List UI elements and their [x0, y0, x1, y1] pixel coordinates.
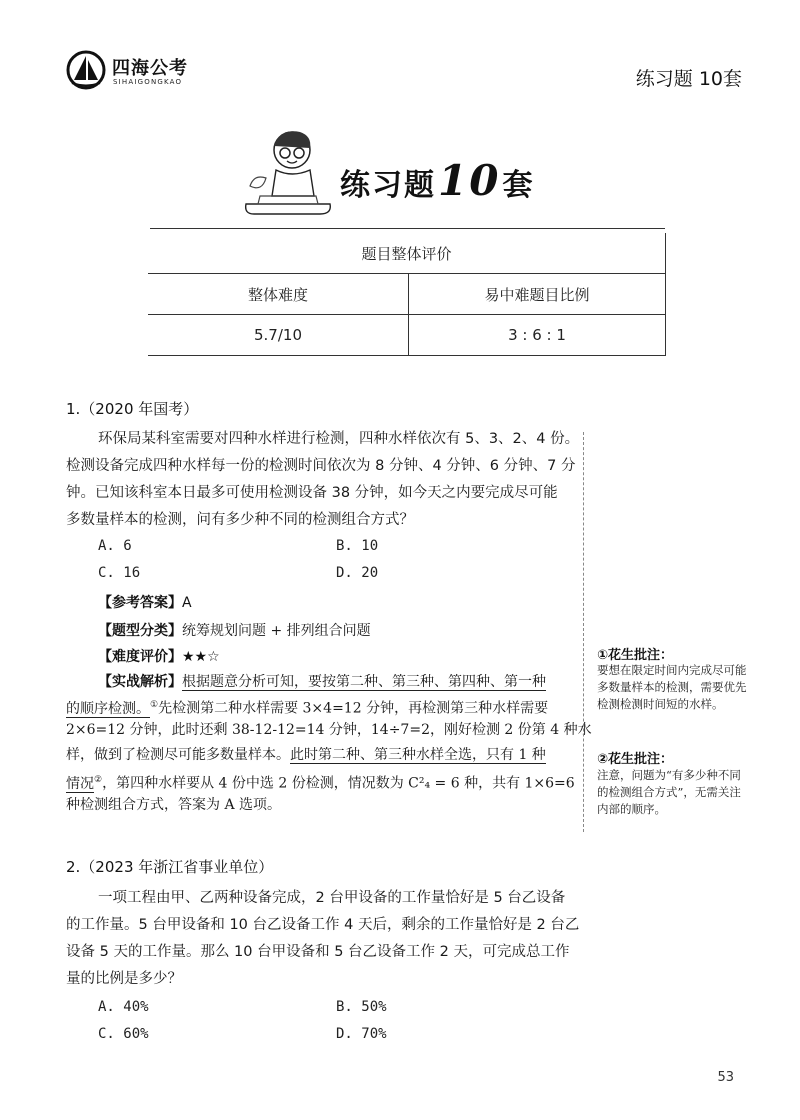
analysis-text: ，第四种水样要从 4 份中选 2 份检测，情况数为 C²₄ = 6 种，共有 1×6=6 [102, 775, 575, 792]
q2-stem-line: 设备 5 天的工作量。那么 10 台甲设备和 5 台乙设备工作 2 天，可完成总工作 [66, 944, 570, 960]
analysis-label: 【实战解析】 [98, 674, 182, 690]
analysis-text: 情况 [66, 775, 94, 792]
logo-subtitle: SIHAIGONGKAO [113, 78, 183, 86]
sailboat-logo-icon [66, 50, 106, 90]
annotation-mark: ② [94, 775, 103, 785]
q2-option-c: C. 60% [98, 1026, 149, 1042]
note-2-body: 注意，问题为“有多少种不同的检测组合方式”，无需关注内部的顺序。 [597, 768, 741, 816]
analysis-text: 的顺序检测。 [66, 700, 150, 717]
q1-stem-line: 多数量样本的检测，问有多少种不同的检测组合方式？ [66, 512, 414, 528]
q1-header: 1.（2020 年国考） [66, 400, 199, 418]
analysis-text: 此时第二种、第三种水样全选，只有 1 种 [290, 747, 546, 763]
margin-divider [583, 432, 584, 832]
note-2-title: ②花生批注： [597, 752, 674, 767]
annotation-mark: ① [150, 700, 159, 710]
q2-stem-line: 一项工程由甲、乙两种设备完成，2 台甲设备的工作量恰好是 5 台乙设备 [98, 890, 566, 906]
note-1-title: ①花生批注： [597, 648, 674, 663]
difficulty-stars: ★★☆ [182, 649, 220, 665]
note-1-body: 要想在限定时间内完成尽可能多数量样本的检测，需要优先检测检测时间短的水样。 [597, 663, 747, 711]
q1-analysis-line [98, 670, 546, 695]
ratio-header: 易中难题目比例 [409, 274, 666, 315]
type-value: 统筹规划问题 + 排列组合问题 [182, 623, 371, 639]
q2-header: 2.（2023 年浙江省事业单位） [66, 858, 274, 876]
q1-analysis-line: 2×6=12 分钟，此时还剩 38-12-12=14 分钟，14÷7=2，刚好检测 2 份第 4 种水 [66, 722, 592, 738]
evaluation-caption: 题目整体评价 [148, 233, 666, 274]
q1-analysis-line: 种检测组合方式，答案为 A 选项。 [66, 797, 282, 813]
answer-label: 【参考答案】 [98, 595, 182, 611]
q2-option-a: A. 40% [98, 999, 149, 1015]
q1-stem-line: 环保局某科室需要对四种水样进行检测，四种水样依次有 5、3、2、4 份。 [98, 431, 580, 447]
q2-stem-line: 量的比例是多少？ [66, 971, 182, 987]
q2-option-b: B. 50% [336, 999, 387, 1015]
q1-analysis-line [66, 743, 546, 768]
q1-type [98, 619, 371, 644]
difficulty-header: 整体难度 [148, 274, 409, 315]
analysis-text: 样，做到了检测尽可能多数量样本。 [66, 747, 290, 763]
title-suffix: 套 [502, 168, 535, 203]
q1-stem-line: 钟。已知该科室本日最多可使用检测设备 38 分钟，如今天之内要完成尽可能 [66, 485, 558, 501]
title-prefix: 练习题 [340, 168, 436, 203]
answer-value: A [182, 595, 192, 611]
evaluation-table [148, 233, 666, 356]
q1-option-c: C. 16 [98, 565, 141, 581]
difficulty-value: 5.7/10 [148, 315, 409, 356]
analysis-text: 根据题意分析可知，要按第二种、第三种、第四种、第一种 [182, 674, 546, 690]
q1-difficulty [98, 646, 220, 666]
q2-option-d: D. 70% [336, 1026, 387, 1042]
title-number: 10 [438, 156, 501, 205]
page-number: 53 [717, 1070, 734, 1085]
type-label: 【题型分类】 [98, 623, 182, 639]
mascot-illustration-icon [240, 126, 336, 220]
section-title: 练习题 10套 [635, 68, 742, 90]
q1-option-b: B. 10 [336, 538, 379, 554]
q1-option-d: D. 20 [336, 565, 379, 581]
page-title [340, 156, 534, 205]
q1-stem-line: 检测设备完成四种水样每一份的检测时间依次为 8 分钟、4 分钟、6 分钟、7 分 [66, 458, 576, 474]
analysis-text: 先检测第二种水样需要 3×4=12 分钟，再检测第三种水样需要 [158, 700, 549, 717]
brand-logo [66, 48, 206, 94]
q1-answer [98, 592, 192, 612]
q2-stem-line: 的工作量。5 台甲设备和 10 台乙设备工作 4 天后，剩余的工作量恰好是 2 台乙 [66, 917, 580, 933]
title-divider [150, 228, 665, 229]
q1-option-a: A. 6 [98, 538, 132, 554]
logo-text: 四海公考 [112, 58, 188, 79]
ratio-value: 3 : 6 : 1 [409, 315, 666, 356]
difficulty-label: 【难度评价】 [98, 649, 182, 665]
